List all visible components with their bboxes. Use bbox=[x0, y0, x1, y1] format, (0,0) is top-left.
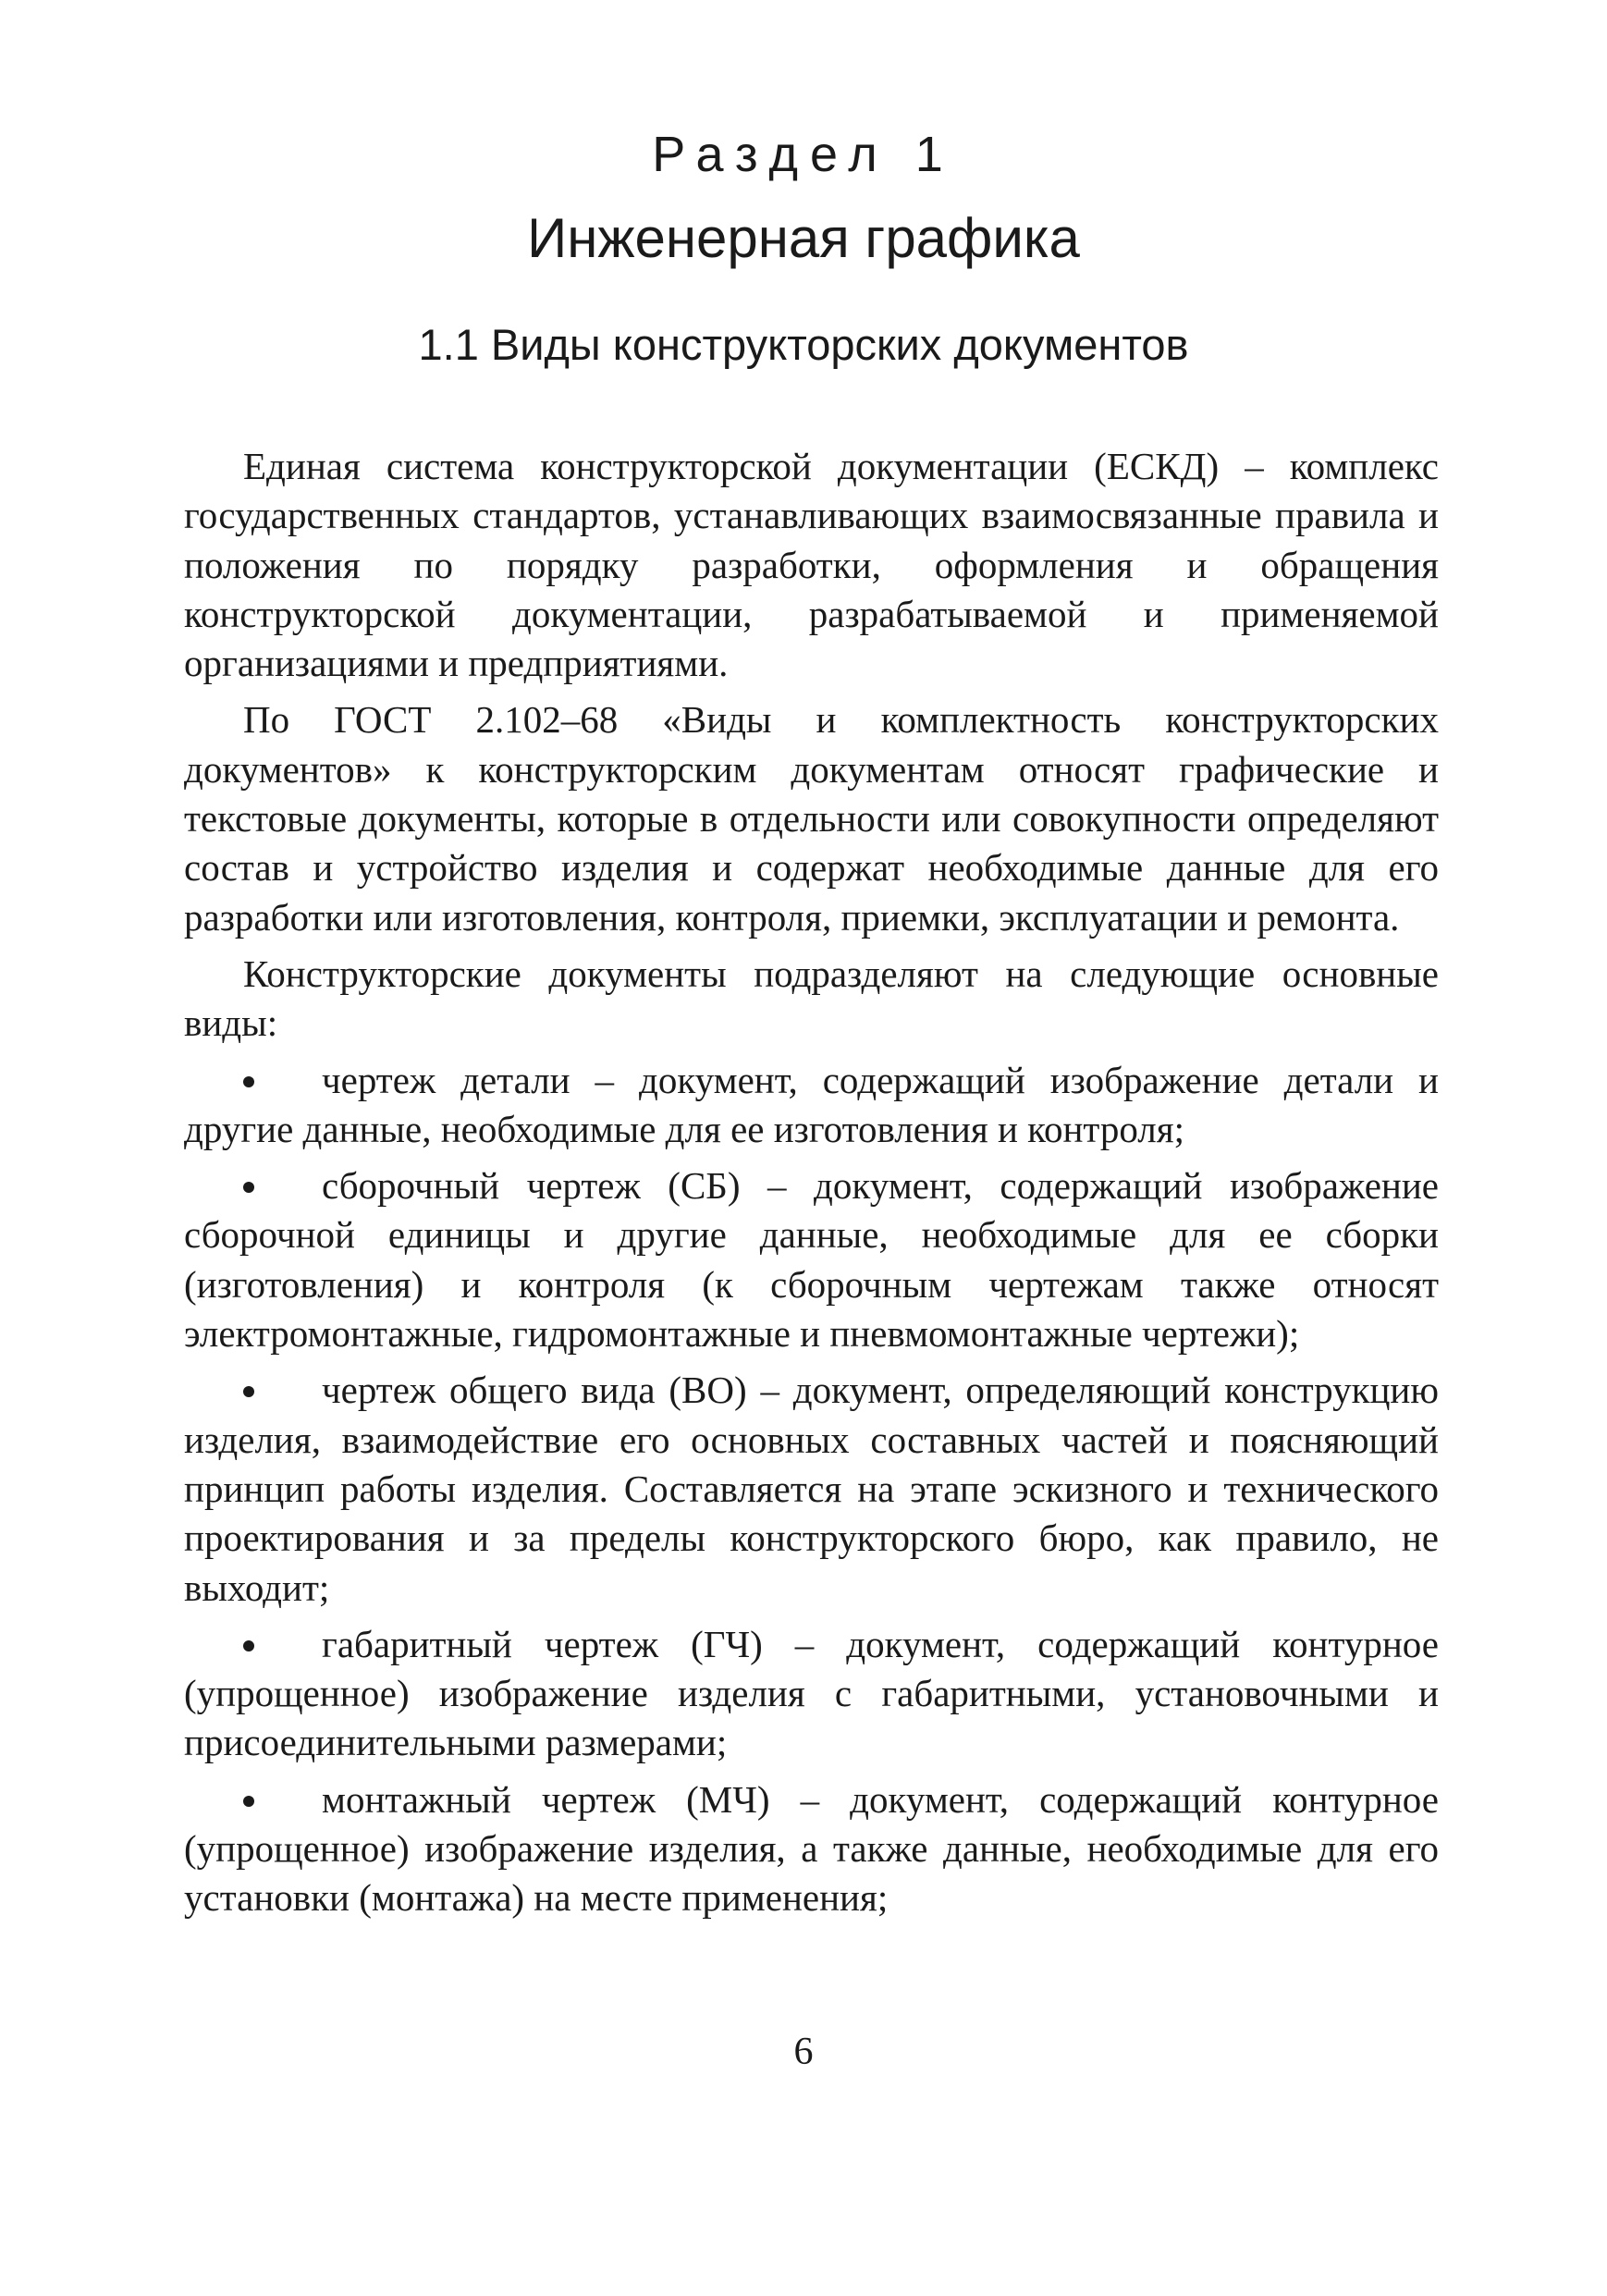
bullet-icon bbox=[243, 1076, 254, 1087]
bullet-icon bbox=[243, 1640, 254, 1651]
bullet-item bbox=[184, 1620, 1439, 1768]
bullet-item bbox=[184, 1161, 1439, 1358]
bullet-text: монтажный чертеж (МЧ) – документ, содержащий контурное (упрощенное) изображение изделия, а также данные, необходимые для его установки (монтажа) на месте применения; bbox=[184, 1777, 1439, 1920]
bullet-text: сборочный чертеж (СБ) – документ, содержащий изображение сборочной единицы и другие данные, необходимые для ее сборки (изготовления) и контроля (к сборочным чертежам также относят электромонтажные, гидромонтажные и пневмомонтажные чертежи); bbox=[184, 1164, 1439, 1356]
bullet-icon bbox=[243, 1182, 254, 1193]
bullet-text: габаритный чертеж (ГЧ) – документ, содержащий контурное (упрощенное) изображение изделия с габаритными, установочными и присоединительными размерами; bbox=[184, 1622, 1439, 1764]
body-text bbox=[184, 442, 1439, 1931]
section-label: Раздел 1 bbox=[652, 127, 955, 182]
subsection-title: 1.1 Виды конструкторских документов bbox=[418, 320, 1189, 369]
bullet-icon bbox=[243, 1386, 254, 1397]
bullet-item bbox=[184, 1056, 1439, 1155]
paragraph: Конструкторские документы подразделяют на следующие основные виды: bbox=[184, 952, 1439, 1045]
bullet-text: чертеж общего вида (ВО) – документ, определяющий конструкцию изделия, взаимодействие его основных составных частей и поясняющий принцип работы изделия. Составляется на этапе эскизного и технического проектирования и за пределы конструкторского бюро, как правило, не выходит; bbox=[184, 1369, 1439, 1609]
bullet-text: чертеж детали – документ, содержащий изображение детали и другие данные, необходимые для ее изготовления и контроля; bbox=[184, 1058, 1439, 1150]
chapter-title: Инженерная графика bbox=[527, 207, 1080, 269]
bullet-item bbox=[184, 1775, 1439, 1923]
page-number: 6 bbox=[793, 2031, 814, 2073]
paragraph: По ГОСТ 2.102–68 «Виды и комплектность конструкторских документов» к конструкторским документам относят графические и текстовые документы, которые в отдельности или совокупности определяют состав и устройство изделия и содержат необходимые данные для его разработки или изготовления, контроля, приемки, эксплуатации и ремонта. bbox=[184, 698, 1439, 939]
paragraph: Единая система конструкторской документации (ЕСКД) – комплекс государственных стандартов, устанавливающих взаимосвязанные правила и положения по порядку разработки, оформления и обращения конструкторской документации, разрабатываемой и применяемой организациями и предприятиями. bbox=[184, 445, 1439, 685]
bullet-item bbox=[184, 1366, 1439, 1612]
bullet-icon bbox=[243, 1796, 254, 1807]
